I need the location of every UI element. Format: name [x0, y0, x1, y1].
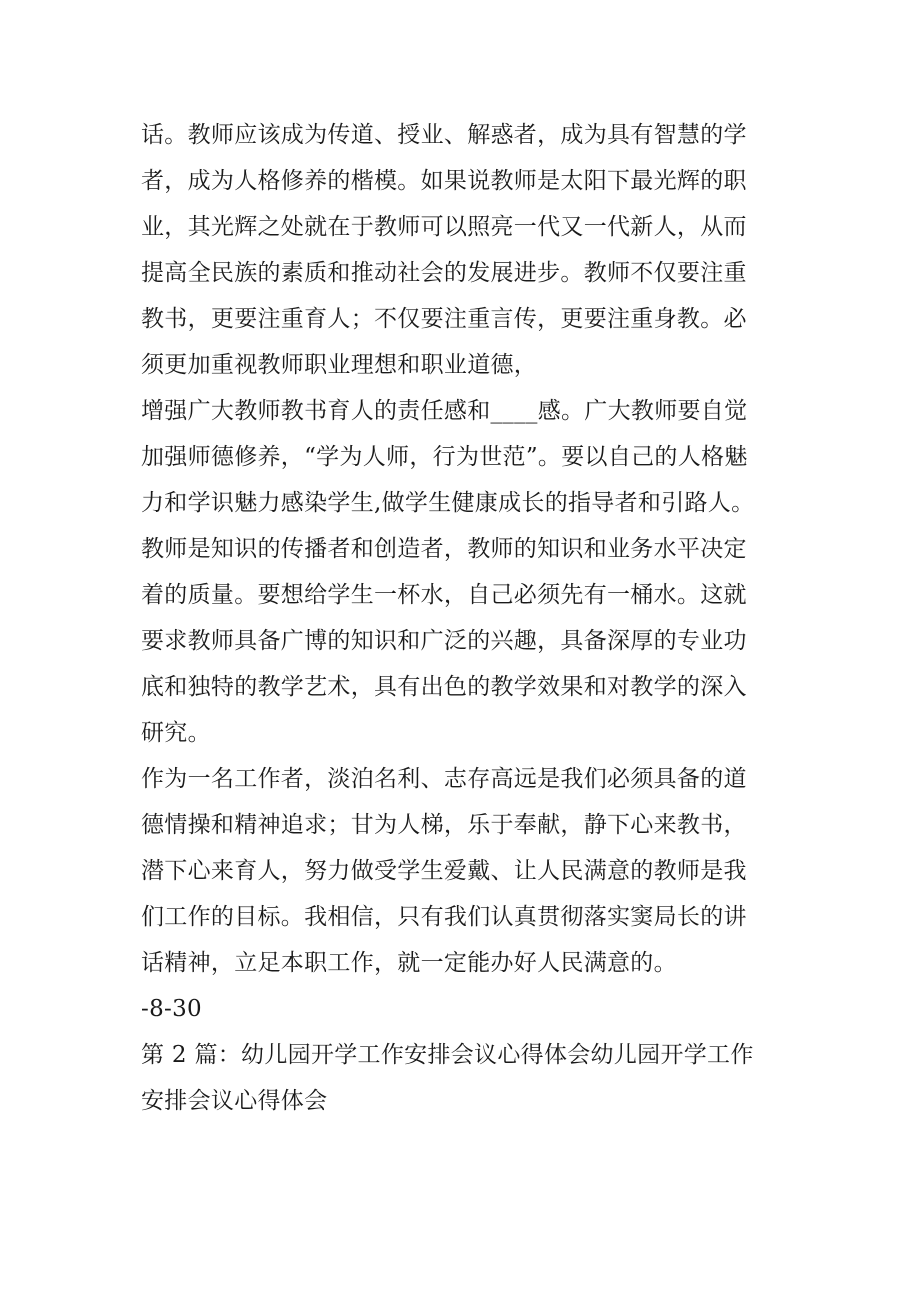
text-line: 加强师德修养，“学为人师，行为世范”。要以自己的人格魅: [141, 444, 748, 470]
text-line: 力和学识魅力感染学生,做学生健康成长的指导者和引路人。: [141, 490, 755, 516]
text-line: 德情操和精神追求；甘为人梯，乐于奉献，静下心来教书，: [141, 812, 747, 838]
text-line: 着的质量。要想给学生一杯水，自己必须先有一桶水。这就: [141, 582, 747, 608]
section-heading-line: 第 2 篇：幼儿园开学工作安排会议心得体会幼儿园开学工作: [141, 1042, 754, 1068]
text-line: 者，成为人格修养的楷模。如果说教师是太阳下最光辉的职: [141, 168, 747, 194]
text-line: 们工作的目标。我相信，只有我们认真贯彻落实窦局长的讲: [141, 904, 747, 930]
date-line: -8-30: [141, 996, 202, 1022]
text-line: 作为一名工作者，淡泊名利、志存高远是我们必须具备的道: [141, 766, 747, 792]
text-line: 业，其光辉之处就在于教师可以照亮一代又一代新人，从而: [141, 214, 747, 240]
text-line: 潜下心来育人，努力做受学生爱戴、让人民满意的教师是我: [141, 858, 747, 884]
document-body: [141, 112, 791, 1124]
text-line: 话。教师应该成为传道、授业、解惑者，成为具有智慧的学: [141, 122, 747, 148]
section-heading-line: 安排会议心得体会: [141, 1088, 328, 1114]
text-line: 须更加重视教师职业理想和职业道德，: [141, 352, 538, 378]
text-line: 教师是知识的传播者和创造者，教师的知识和业务水平决定: [141, 536, 747, 562]
text-line: 增强广大教师教书育人的责任感和____感。广大教师要自觉: [141, 398, 748, 424]
text-line: 底和独特的教学艺术，具有出色的教学效果和对教学的深入: [141, 674, 747, 700]
text-line: 教书，更要注重育人；不仅要注重言传，更要注重身教。必: [141, 306, 747, 332]
text-line: 要求教师具备广博的知识和广泛的兴趣，具备深厚的专业功: [141, 628, 747, 654]
text-line: 研究。: [141, 720, 211, 746]
text-line: 提高全民族的素质和推动社会的发展进步。教师不仅要注重: [141, 260, 747, 286]
text-line: 话精神，立足本职工作，就一定能办好人民满意的。: [141, 950, 677, 976]
